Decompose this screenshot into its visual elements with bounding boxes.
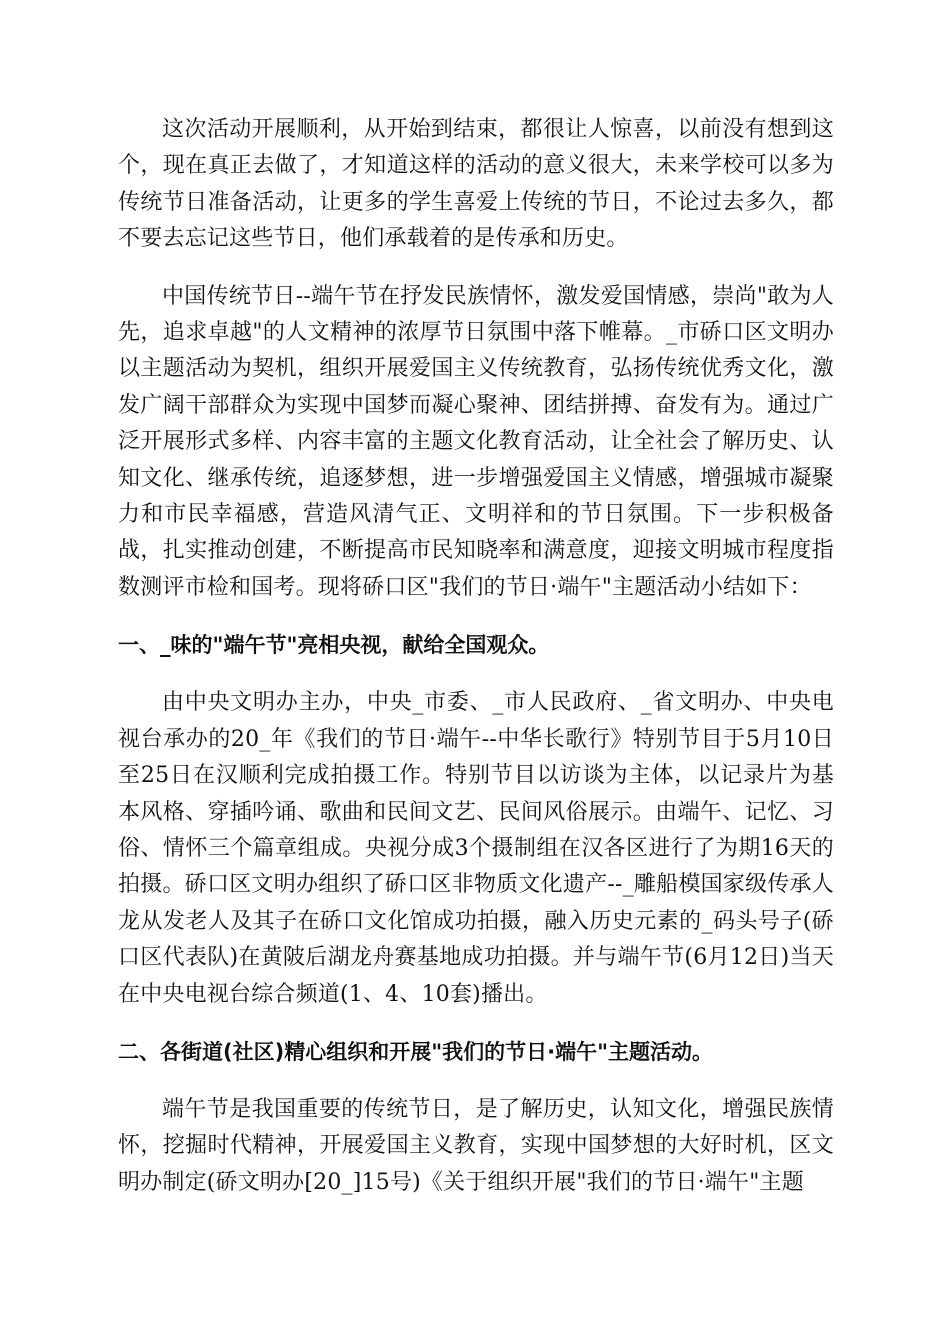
- paragraph-festival-intro: 中国传统节日--端午节在抒发民族情怀，激发爱国情感，崇尚"敢为人先，追求卓越"的人文精神的浓厚节日氛围中落下帷幕。_市硚口区文明办以主题活动为契机，组织开展爱国主义传统教育，弘扬传统优秀文化，激发广阔干部群众为实现中国梦而凝心聚神、团结拼搏、奋发有为。通过广泛开展形式多样、内容丰富的主题文化教育活动，让全社会了解历史、认知文化、继承传统，追逐梦想，进一步增强爱国主义情感，增强城市凝聚力和市民幸福感，营造风清气正、文明祥和的节日氛围。下一步积极备战，扎实推动创建，不断提高市民知晓率和满意度，迎接文明城市程度指数测评市检和国考。现将硚口区"我们的节日·端午"主题活动小结如下：: [118, 283, 834, 600]
- paragraph-district-activities: 端午节是我国重要的传统节日，是了解历史，认知文化，增强民族情怀，挖掘时代精神，开展爱国主义教育，实现中国梦想的大好时机，区文明办制定(硚文明办[20_]15号)《关于组织开展"我们的节日·端午"主题: [118, 1096, 834, 1195]
- section-heading-1: 一、_味的"端午节"亮相央视，献给全国观众。: [118, 633, 550, 658]
- paragraph-activity-summary: 这次活动开展顺利，从开始到结束，都很让人惊喜，以前没有想到这个，现在真正去做了，才知道这样的活动的意义很大，未来学校可以多为传统节日准备活动，让更多的学生喜爱上传统的节日，不论过去多久，都不要去忘记这些节日，他们承载着的是传承和历史。: [118, 117, 834, 252]
- section-heading-2: 二、各街道(社区)精心组织和开展"我们的节日·端午"主题活动。: [118, 1039, 714, 1064]
- document-page: [118, 112, 834, 1222]
- paragraph-cctv-program: 由中央文明办主办，中央_市委、_市人民政府、_省文明办、中央电视台承办的20_年《我们的节日·端午--中华长歌行》特别节目于5月10日至25日在汉顺利完成拍摄工作。特别节目以访谈为主体，以记录片为基本风格、穿插吟诵、歌曲和民间文艺、民间风俗展示。由端午、记忆、习俗、情怀三个篇章组成。央视分成3个摄制组在汉各区进行了为期16天的拍摄。硚口区文明办组织了硚口区非物质文化遗产--_雕船模国家级传承人龙从发老人及其子在硚口文化馆成功拍摄，融入历史元素的_码头号子(硚口区代表队)在黄陂后湖龙舟赛基地成功拍摄。并与端午节(6月12日)当天在中央电视台综合频道(1、4、10套)播出。: [118, 690, 834, 1007]
